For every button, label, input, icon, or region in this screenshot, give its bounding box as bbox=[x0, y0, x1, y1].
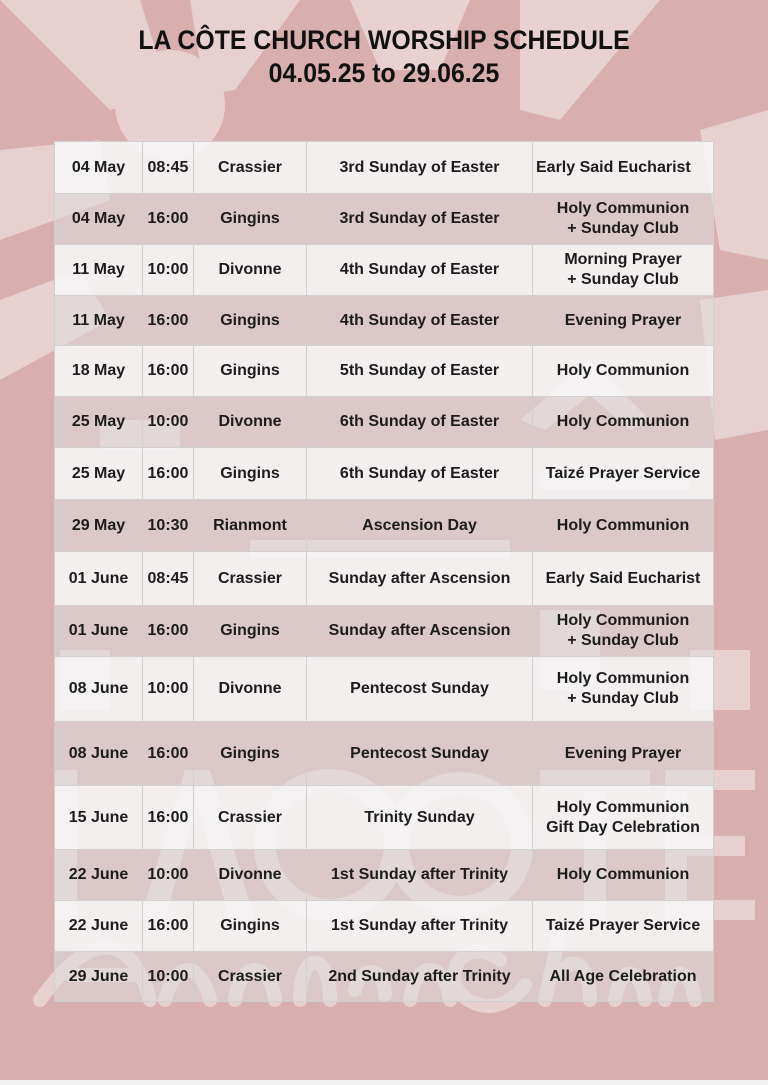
date-cell: 25 May bbox=[55, 397, 143, 448]
schedule-row bbox=[55, 500, 714, 552]
time-cell: 16:00 bbox=[143, 606, 194, 657]
time-cell: 16:00 bbox=[143, 346, 194, 397]
time-cell: 16:00 bbox=[143, 194, 194, 245]
date-cell: 04 May bbox=[55, 194, 143, 245]
time-cell: 16:00 bbox=[143, 296, 194, 346]
service-cell: Early Said Eucharist bbox=[533, 552, 714, 606]
service-cell: Taizé Prayer Service bbox=[533, 901, 714, 952]
time-cell: 16:00 bbox=[143, 722, 194, 786]
service-cell: All Age Celebration bbox=[533, 952, 714, 1002]
occasion-cell: Pentecost Sunday bbox=[307, 657, 533, 722]
occasion-cell: 4th Sunday of Easter bbox=[307, 296, 533, 346]
occasion-cell: 3rd Sunday of Easter bbox=[307, 194, 533, 245]
location-cell: Divonne bbox=[194, 850, 307, 901]
service-cell: Holy Communion bbox=[533, 850, 714, 901]
time-cell: 16:00 bbox=[143, 901, 194, 952]
date-cell: 08 June bbox=[55, 722, 143, 786]
service-cell: Holy Communion + Sunday Club bbox=[533, 657, 714, 722]
date-range: 04.05.25 to 29.06.25 bbox=[268, 58, 500, 88]
date-cell: 01 June bbox=[55, 552, 143, 606]
date-cell: 11 May bbox=[55, 245, 143, 296]
date-cell: 25 May bbox=[55, 448, 143, 500]
time-cell: 10:00 bbox=[143, 245, 194, 296]
service-cell: Early Said Eucharist bbox=[533, 142, 714, 194]
location-cell: Gingins bbox=[194, 901, 307, 952]
occasion-cell: 6th Sunday of Easter bbox=[307, 397, 533, 448]
occasion-cell: 2nd Sunday after Trinity bbox=[307, 952, 533, 1002]
service-cell: Holy Communion Gift Day Celebration bbox=[533, 786, 714, 850]
schedule-row bbox=[55, 552, 714, 606]
date-cell: 11 May bbox=[55, 296, 143, 346]
date-cell: 04 May bbox=[55, 142, 143, 194]
time-cell: 16:00 bbox=[143, 448, 194, 500]
schedule-row bbox=[55, 448, 714, 500]
location-cell: Crassier bbox=[194, 952, 307, 1002]
worship-schedule-table bbox=[54, 141, 714, 1002]
schedule-row bbox=[55, 296, 714, 346]
time-cell: 08:45 bbox=[143, 552, 194, 606]
schedule-row bbox=[55, 142, 714, 194]
schedule-row bbox=[55, 850, 714, 901]
time-cell: 10:00 bbox=[143, 952, 194, 1002]
occasion-cell: 3rd Sunday of Easter bbox=[307, 142, 533, 194]
time-cell: 16:00 bbox=[143, 786, 194, 850]
service-cell: Holy Communion + Sunday Club bbox=[533, 194, 714, 245]
location-cell: Gingins bbox=[194, 296, 307, 346]
service-cell: Holy Communion + Sunday Club bbox=[533, 606, 714, 657]
date-cell: 29 June bbox=[55, 952, 143, 1002]
date-cell: 08 June bbox=[55, 657, 143, 722]
occasion-cell: 1st Sunday after Trinity bbox=[307, 850, 533, 901]
schedule-row bbox=[55, 194, 714, 245]
location-cell: Divonne bbox=[194, 245, 307, 296]
location-cell: Gingins bbox=[194, 448, 307, 500]
location-cell: Gingins bbox=[194, 606, 307, 657]
location-cell: Divonne bbox=[194, 397, 307, 448]
time-cell: 10:00 bbox=[143, 397, 194, 448]
schedule-body bbox=[55, 142, 714, 1002]
service-cell: Morning Prayer + Sunday Club bbox=[533, 245, 714, 296]
time-cell: 08:45 bbox=[143, 142, 194, 194]
page-header bbox=[31, 24, 738, 90]
schedule-row bbox=[55, 952, 714, 1002]
page-bottom-edge bbox=[0, 1080, 768, 1085]
schedule-row bbox=[55, 606, 714, 657]
occasion-cell: 5th Sunday of Easter bbox=[307, 346, 533, 397]
occasion-cell: 4th Sunday of Easter bbox=[307, 245, 533, 296]
location-cell: Crassier bbox=[194, 786, 307, 850]
occasion-cell: Ascension Day bbox=[307, 500, 533, 552]
date-cell: 22 June bbox=[55, 901, 143, 952]
location-cell: Crassier bbox=[194, 142, 307, 194]
time-cell: 10:30 bbox=[143, 500, 194, 552]
service-cell: Evening Prayer bbox=[533, 296, 714, 346]
location-cell: Gingins bbox=[194, 722, 307, 786]
date-cell: 22 June bbox=[55, 850, 143, 901]
occasion-cell: Sunday after Ascension bbox=[307, 606, 533, 657]
location-cell: Rianmont bbox=[194, 500, 307, 552]
schedule-row bbox=[55, 346, 714, 397]
date-cell: 18 May bbox=[55, 346, 143, 397]
occasion-cell: 1st Sunday after Trinity bbox=[307, 901, 533, 952]
service-cell: Holy Communion bbox=[533, 397, 714, 448]
service-cell: Holy Communion bbox=[533, 346, 714, 397]
service-cell: Taizé Prayer Service bbox=[533, 448, 714, 500]
location-cell: Gingins bbox=[194, 346, 307, 397]
occasion-cell: Trinity Sunday bbox=[307, 786, 533, 850]
service-cell: Holy Communion bbox=[533, 500, 714, 552]
schedule-row bbox=[55, 786, 714, 850]
schedule-row bbox=[55, 722, 714, 786]
schedule-row bbox=[55, 901, 714, 952]
time-cell: 10:00 bbox=[143, 850, 194, 901]
date-cell: 29 May bbox=[55, 500, 143, 552]
schedule-row bbox=[55, 657, 714, 722]
location-cell: Gingins bbox=[194, 194, 307, 245]
time-cell: 10:00 bbox=[143, 657, 194, 722]
date-cell: 15 June bbox=[55, 786, 143, 850]
location-cell: Crassier bbox=[194, 552, 307, 606]
page-title: LA CÔTE CHURCH WORSHIP SCHEDULE bbox=[138, 25, 630, 55]
service-cell: Evening Prayer bbox=[533, 722, 714, 786]
occasion-cell: 6th Sunday of Easter bbox=[307, 448, 533, 500]
occasion-cell: Sunday after Ascension bbox=[307, 552, 533, 606]
location-cell: Divonne bbox=[194, 657, 307, 722]
date-cell: 01 June bbox=[55, 606, 143, 657]
occasion-cell: Pentecost Sunday bbox=[307, 722, 533, 786]
schedule-row bbox=[55, 397, 714, 448]
schedule-row bbox=[55, 245, 714, 296]
